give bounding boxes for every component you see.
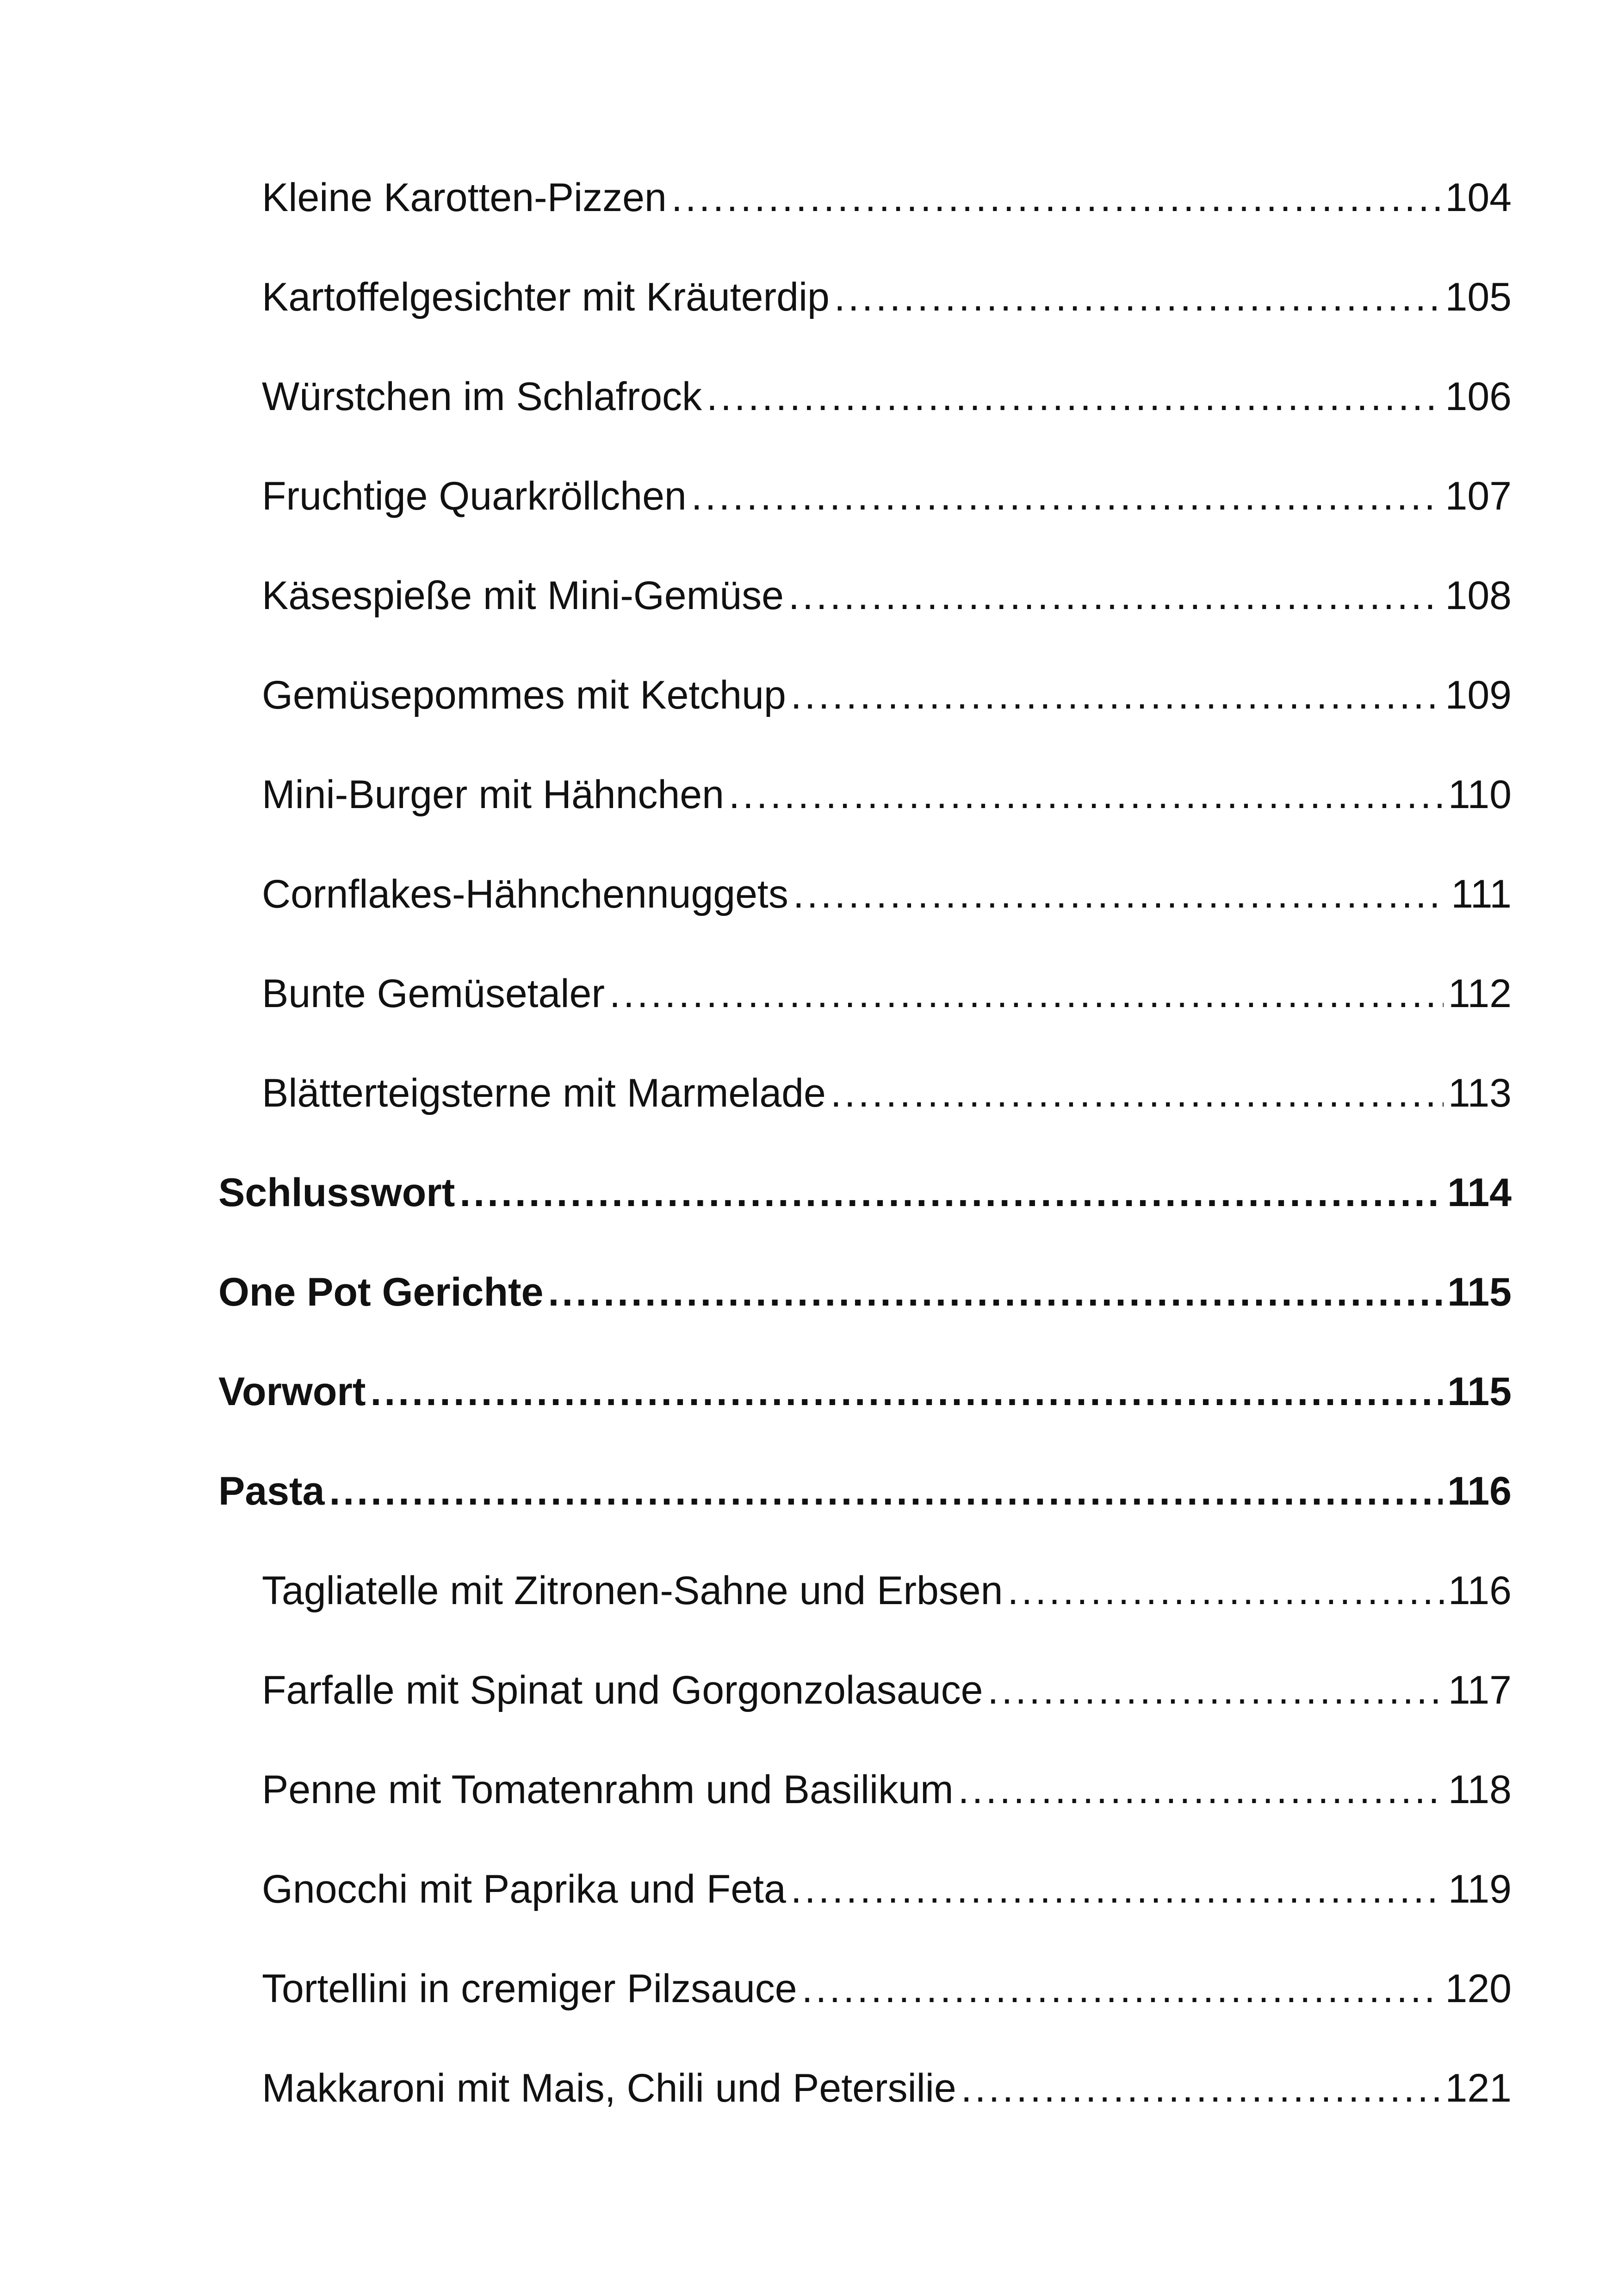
dot-leader xyxy=(459,1173,1443,1213)
toc-entry-title: Fruchtige Quarkröllchen xyxy=(262,474,687,518)
toc-entry-page: 116 xyxy=(1448,1568,1512,1613)
toc-entry-page: 120 xyxy=(1445,1966,1512,2011)
dot-leader xyxy=(609,974,1444,1014)
toc-entry[interactable] xyxy=(0,347,1618,417)
toc-entry[interactable] xyxy=(0,944,1618,1014)
toc-chapter-title: Vorwort xyxy=(218,1369,366,1414)
toc-entry-page: 117 xyxy=(1448,1668,1512,1712)
toc-entry[interactable] xyxy=(0,546,1618,616)
dot-leader xyxy=(791,675,1441,715)
toc-entry-title: Farfalle mit Spinat und Gorgonzolasauce xyxy=(262,1668,983,1712)
toc-entry-title: Tagliatelle mit Zitronen-Sahne und Erbsen xyxy=(262,1568,1003,1613)
toc-entry-page: 111 xyxy=(1451,872,1512,916)
toc-chapter-title: Pasta xyxy=(218,1469,325,1513)
toc-entry-page: 107 xyxy=(1445,474,1512,518)
toc-entry-page: 108 xyxy=(1445,573,1512,618)
toc-chapter[interactable] xyxy=(0,1342,1618,1412)
toc-chapter-page: 115 xyxy=(1447,1369,1512,1414)
dot-leader xyxy=(548,1272,1443,1312)
toc-chapter-title: Schlusswort xyxy=(218,1170,455,1215)
dot-leader xyxy=(802,1969,1441,2009)
toc-entry-page: 109 xyxy=(1445,673,1512,717)
toc-entry-page: 104 xyxy=(1445,175,1512,220)
toc-entry-title: Makkaroni mit Mais, Chili und Petersilie xyxy=(262,2066,956,2110)
toc-chapter[interactable] xyxy=(0,1442,1618,1511)
dot-leader xyxy=(834,277,1441,317)
dot-leader xyxy=(958,1770,1444,1810)
toc-entry-title: Kartoffelgesichter mit Kräuterdip xyxy=(262,275,830,319)
toc-entry[interactable] xyxy=(0,248,1618,317)
toc-entry-page: 118 xyxy=(1448,1767,1512,1812)
toc-entry-page: 112 xyxy=(1448,971,1512,1016)
toc-entry-page: 113 xyxy=(1448,1071,1512,1115)
toc-entry-title: Cornflakes-Hähnchennuggets xyxy=(262,872,788,916)
toc-entry-title: Käsespieße mit Mini-Gemüse xyxy=(262,573,784,618)
toc-entry-page: 119 xyxy=(1448,1867,1512,1911)
toc-entry-title: Kleine Karotten-Pizzen xyxy=(262,175,667,220)
toc-chapter-page: 114 xyxy=(1447,1170,1512,1215)
toc-entry-title: Gnocchi mit Paprika und Feta xyxy=(262,1867,786,1911)
dot-leader xyxy=(707,377,1440,417)
dot-leader xyxy=(329,1471,1443,1511)
dot-leader xyxy=(1007,1571,1443,1611)
toc-entry[interactable] xyxy=(0,1541,1618,1611)
toc-entry[interactable] xyxy=(0,1939,1618,2009)
dot-leader xyxy=(729,775,1444,815)
dot-leader xyxy=(961,2068,1441,2108)
toc-entry[interactable] xyxy=(0,2039,1618,2108)
toc-chapter[interactable] xyxy=(0,1143,1618,1213)
dot-leader xyxy=(371,1372,1443,1412)
dot-leader xyxy=(671,178,1441,218)
toc-entry-title: Penne mit Tomatenrahm und Basilikum xyxy=(262,1767,954,1812)
toc-chapter-page: 116 xyxy=(1447,1469,1512,1513)
dot-leader xyxy=(788,576,1441,616)
dot-leader xyxy=(691,476,1441,516)
toc-entry-page: 105 xyxy=(1445,275,1512,319)
toc-entry-title: Bunte Gemüsetaler xyxy=(262,971,605,1016)
toc-entry-page: 106 xyxy=(1445,374,1512,419)
toc-entry-title: Mini-Burger mit Hähnchen xyxy=(262,772,724,817)
dot-leader xyxy=(831,1073,1444,1113)
dot-leader xyxy=(791,1869,1444,1909)
toc-entry[interactable] xyxy=(0,745,1618,815)
toc-chapter[interactable] xyxy=(0,1243,1618,1312)
dot-leader xyxy=(987,1670,1443,1710)
toc-chapter-page: 115 xyxy=(1447,1270,1512,1314)
toc-entry[interactable] xyxy=(0,1740,1618,1810)
toc-entry-title: Würstchen im Schlafrock xyxy=(262,374,702,419)
toc-entry[interactable] xyxy=(0,646,1618,715)
toc-entry[interactable] xyxy=(0,1044,1618,1113)
toc-entry[interactable] xyxy=(0,1641,1618,1710)
dot-leader xyxy=(793,874,1446,914)
toc-entry[interactable] xyxy=(0,1840,1618,1909)
toc-entry[interactable] xyxy=(0,845,1618,914)
toc-chapter-title: One Pot Gerichte xyxy=(218,1270,544,1314)
toc-entry-page: 110 xyxy=(1448,772,1512,817)
toc-entry-title: Blätterteigsterne mit Marmelade xyxy=(262,1071,826,1115)
toc-entry-title: Gemüsepommes mit Ketchup xyxy=(262,673,786,717)
toc-entry-page: 121 xyxy=(1445,2066,1512,2110)
toc-entry-title: Tortellini in cremiger Pilzsauce xyxy=(262,1966,797,2011)
toc-entry[interactable] xyxy=(0,148,1618,218)
toc-entry[interactable] xyxy=(0,447,1618,516)
